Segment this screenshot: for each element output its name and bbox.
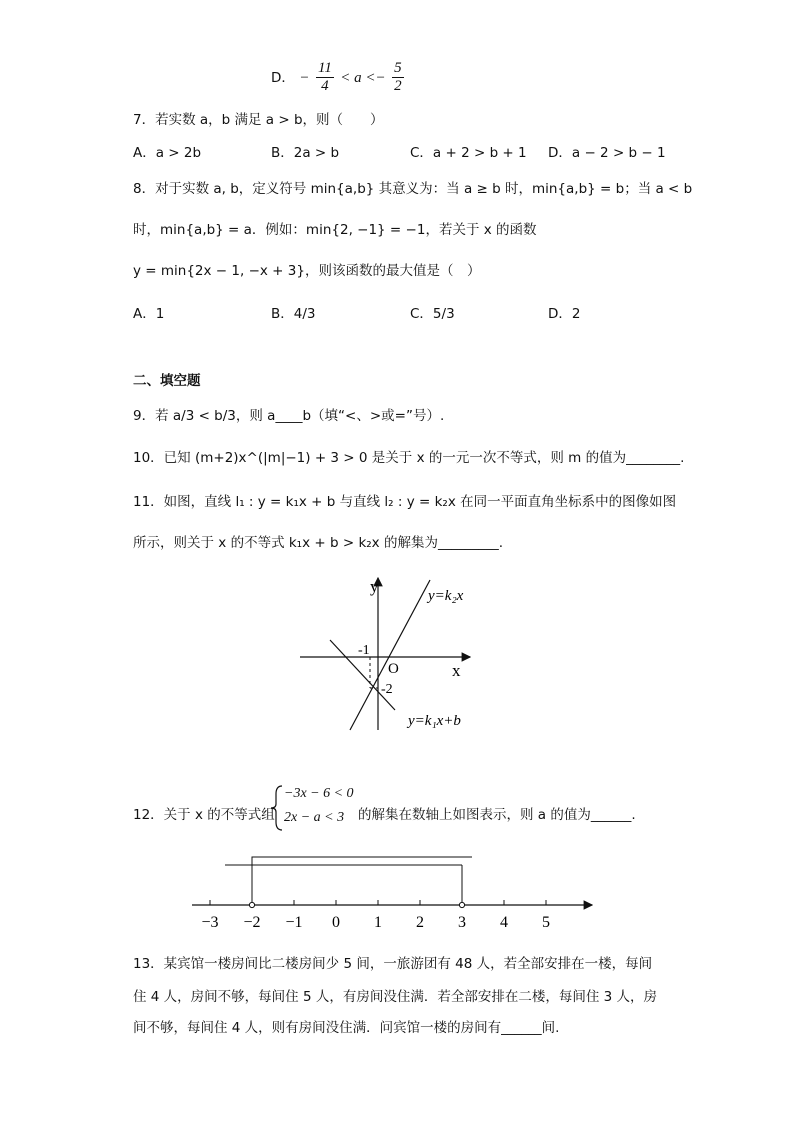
mark-minus2: -2 (381, 682, 393, 697)
q13-line2: 住 4 人，房间不够，每间住 5 人，有房间没住满．若全部安排在二楼，每间住 3 人，房 (133, 989, 658, 1005)
tick-label: 3 (458, 914, 466, 931)
section-title: 二、填空题 (133, 373, 201, 389)
open-dot-left (249, 902, 254, 907)
q8-line3: y = min{2x − 1, −x + 3}，则该函数的最大值是（ ） (133, 263, 481, 279)
q8-option-c: C．5/3 (410, 306, 455, 322)
tick-label: 0 (332, 914, 340, 931)
q12-suffix: 的解集在数轴上如图表示，则 a 的值为______. (358, 807, 636, 823)
q13-line1: 13．某宾馆一楼房间比二楼房间少 5 间，一旅游团有 48 人，若全部安排在一楼，每间 (133, 956, 653, 972)
tick-label: 5 (542, 914, 550, 931)
q7-option-d: D．a − 2 > b − 1 (548, 145, 666, 161)
tick-label: 4 (500, 914, 508, 931)
mark-minus1: -1 (358, 643, 370, 658)
q6-option-d: D． − $\frac{11}{4}$ < a <− $\frac{5}{2}$ (271, 60, 402, 95)
q11-line2: 所示，则关于 x 的不等式 k₁x + b > k₂x 的解集为_________. (133, 535, 503, 551)
open-dot-right (459, 902, 464, 907)
origin-label: O (388, 661, 399, 677)
q9: 9．若 a/3 < b/3，则 a____b（填“<、>或=”号）. (133, 408, 445, 424)
y-label: y (370, 577, 379, 596)
system-brace (270, 784, 284, 832)
q7-option-c: C．a + 2 > b + 1 (410, 145, 527, 161)
q10: 10．已知 (m+2)x^(|m|−1) + 3 > 0 是关于 x 的一元一次不等式，则 m 的值为________. (133, 450, 685, 466)
q8-option-d: D．2 (548, 306, 581, 322)
l2-label: y=k₂x (428, 588, 464, 604)
l1-label: y=k₁x+b (408, 713, 461, 729)
x-label: x (452, 661, 461, 680)
q7-option-b: B．2a > b (271, 145, 340, 161)
q8-line1: 8．对于实数 a, b，定义符号 min{a,b} 其意义为：当 a ≥ b 时，min{a,b} = b；当 a < b (133, 181, 693, 197)
tick-label: −3 (201, 914, 219, 931)
tick-label: 2 (416, 914, 424, 931)
q13-line3: 间不够，每间住 4 人，则有房间没住满．问宾馆一楼的房间有______间. (133, 1020, 560, 1036)
q12-prefix: 12．关于 x 的不等式组 (133, 807, 275, 823)
tick-label: 1 (374, 914, 382, 931)
q12-ineq1: −3x − 6 < 0 (284, 786, 354, 801)
q7-option-a: A．a > 2b (133, 145, 202, 161)
q8-option-a: A．1 (133, 306, 165, 322)
tick-label: −1 (285, 914, 303, 931)
q12-number-line (190, 845, 600, 935)
q11-graph (290, 570, 490, 740)
bracket-top-right (252, 857, 472, 905)
q8-line2: 时，min{a,b} = a．例如：min{2, −1} = −1，若关于 x 的函数 (133, 222, 537, 238)
q7-stem: 7．若实数 a，b 满足 a > b，则（ ） (133, 112, 384, 128)
q12-ineq2: 2x − a < 3 (284, 810, 345, 825)
q8-option-b: B．4/3 (271, 306, 316, 322)
q11-line1: 11．如图，直线 l₁ : y = k₁x + b 与直线 l₂ : y = k₂x 在同一平面直角坐标系中的图像如图 (133, 494, 677, 510)
tick-label: −2 (243, 914, 261, 931)
